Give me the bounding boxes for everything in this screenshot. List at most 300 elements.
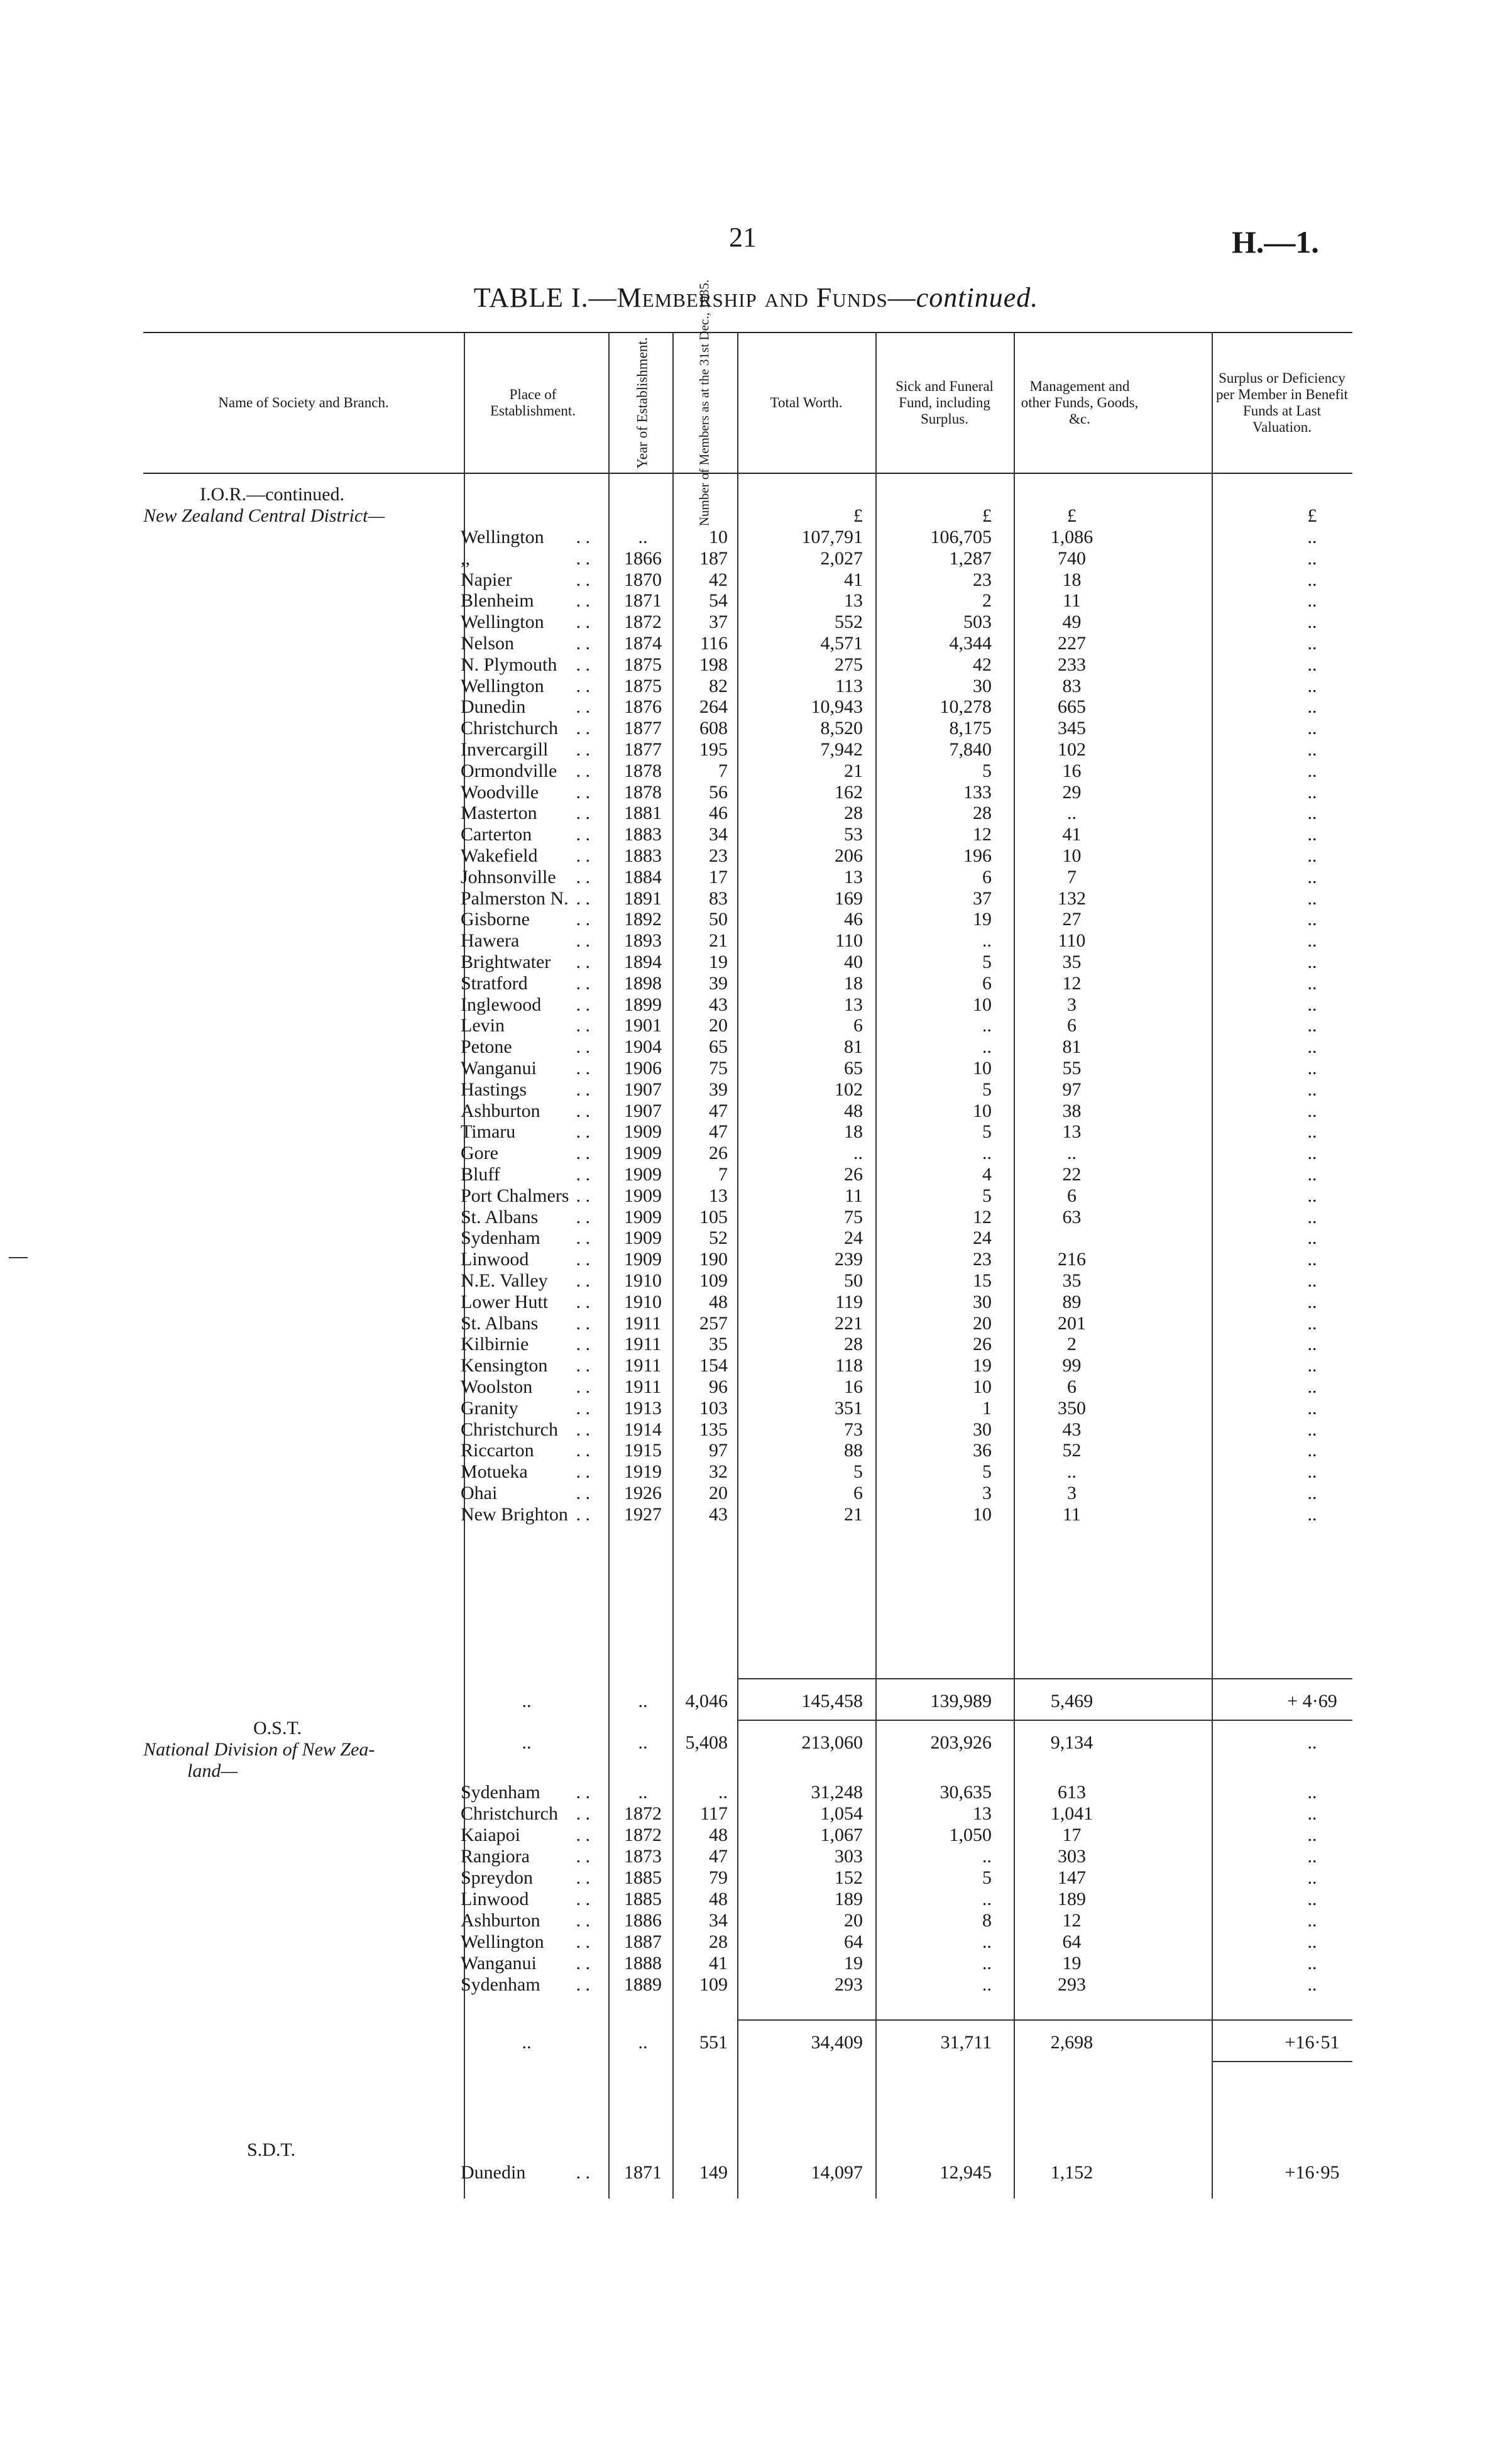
cell-place: Woodville <box>461 781 539 803</box>
cell-place: Port Chalmers <box>461 1185 569 1206</box>
cell-year: 1870 <box>624 569 662 590</box>
cell-place: Sydenham <box>461 1782 540 1803</box>
cell-total-worth: 18 <box>844 1121 863 1143</box>
cell-management: 613 <box>1058 1782 1086 1803</box>
cell-total-worth: 351 <box>835 1397 863 1419</box>
cell-surplus: .. <box>1307 1397 1317 1419</box>
table-row: Linwood . . 1885 48 189 .. 189 .. <box>143 1889 1352 1910</box>
cell-management: 99 <box>1062 1355 1082 1376</box>
cell-sick: 12,945 <box>940 2162 992 2183</box>
cell-year: 1883 <box>624 824 662 845</box>
cell-total-worth: 189 <box>835 1889 863 1909</box>
table-row: Invercargill . . 1877 195 7,942 7,840 102 .. <box>143 739 1352 761</box>
cell-members: 83 <box>709 887 728 909</box>
cell-sick: .. <box>982 930 992 952</box>
table-row: Kaiapoi . . 1872 48 1,067 1,050 17 .. <box>143 1825 1352 1846</box>
cell-year: 1878 <box>624 760 662 781</box>
cell-year: 1910 <box>624 1291 662 1312</box>
cell-members: 257 <box>699 1312 728 1334</box>
cell-place: Lower Hutt <box>461 1291 549 1312</box>
cell-sick: 30 <box>973 675 992 696</box>
cell-surplus: .. <box>1307 527 1317 547</box>
cell-management: 5,469 <box>1050 1691 1093 1711</box>
cell-year: 1904 <box>624 1036 662 1058</box>
cell-members: 7 <box>718 1164 728 1185</box>
cell-year: 1911 <box>624 1376 662 1397</box>
cell-total-worth: 31,248 <box>811 1782 863 1803</box>
cell-sick: 139,989 <box>930 1691 992 1711</box>
cell-sick: .. <box>982 1953 992 1974</box>
cell-total-worth: 26 <box>844 1164 863 1185</box>
cell-sick: 20 <box>973 1312 992 1334</box>
cell-surplus: .. <box>1307 866 1317 887</box>
cell-sick: 503 <box>963 612 992 633</box>
cell-sick: 5 <box>982 1867 992 1888</box>
cell-place: Woolston <box>461 1376 533 1397</box>
cell-surplus: .. <box>1307 1732 1317 1753</box>
cell-sick: 1 <box>982 1397 992 1419</box>
cell-surplus: .. <box>1307 739 1317 760</box>
cell-surplus: .. <box>1307 1889 1317 1909</box>
cell-total-worth: 48 <box>844 1100 863 1121</box>
table-row: N. Plymouth . . 1875 198 275 42 233 .. <box>143 654 1352 676</box>
cell-sick: 6 <box>982 866 992 887</box>
cell-members: 54 <box>709 590 728 612</box>
cell-place: Dunedin <box>461 696 526 718</box>
cell-sick: 5 <box>982 760 992 781</box>
cell-management: 19 <box>1062 1953 1082 1974</box>
cell-surplus: .. <box>1307 612 1317 633</box>
table-row: Masterton . . 1881 46 28 28 .. .. <box>143 803 1352 824</box>
cell-surplus: .. <box>1307 1953 1317 1974</box>
cell-sick: 6 <box>982 972 992 994</box>
table-row: Hawera . . 1893 21 110 .. 110 .. <box>143 930 1352 952</box>
cell-sick: 12 <box>973 1206 992 1227</box>
cell-total-worth: 162 <box>835 781 863 803</box>
cell-year: 1909 <box>624 1121 662 1143</box>
cell-management: 3 <box>1067 994 1076 1015</box>
cell-year: 1906 <box>624 1058 662 1079</box>
cell-surplus: .. <box>1307 1100 1317 1121</box>
cell-year: 1877 <box>624 739 662 760</box>
cell-surplus: .. <box>1307 1503 1317 1525</box>
cell-place: Hawera <box>461 930 520 952</box>
cell-place: Gisborne <box>461 909 530 930</box>
currency-total: £ <box>853 505 863 526</box>
table-row: Dunedin . . 1876 264 10,943 10,278 665 .. <box>143 696 1352 718</box>
cell-members: 198 <box>699 654 728 675</box>
cell-members: 39 <box>709 1079 728 1100</box>
cell-total-worth: 28 <box>844 1334 863 1355</box>
table-row: Kensington . . 1911 154 118 19 99 .. <box>143 1355 1352 1376</box>
cell-management: 35 <box>1062 952 1082 972</box>
cell-sick: 1,287 <box>949 547 992 569</box>
cell-members: 47 <box>709 1100 728 1121</box>
cell-surplus: .. <box>1307 696 1317 718</box>
cell-year: 1891 <box>624 887 662 909</box>
cell-members: 79 <box>709 1867 728 1888</box>
cell-members: 190 <box>699 1249 728 1270</box>
cell-management: 7 <box>1067 866 1076 887</box>
cell-surplus: .. <box>1307 590 1317 612</box>
cell-members: 109 <box>699 1974 728 1995</box>
cell-total-worth: 40 <box>844 952 863 972</box>
cell-management: 2 <box>1067 1334 1076 1355</box>
table-row: Christchurch . . 1877 608 8,520 8,175 345 .. <box>143 718 1352 739</box>
cell-surplus: .. <box>1307 1121 1317 1143</box>
cell-place: Ormondville <box>461 760 557 781</box>
cell-management: 665 <box>1058 696 1086 718</box>
cell-place: Kaiapoi <box>461 1825 520 1845</box>
cell-year: 1878 <box>624 781 662 803</box>
cell-sick: 24 <box>973 1227 992 1249</box>
cell-management: 227 <box>1058 633 1086 654</box>
cell-place: Dunedin <box>461 2162 526 2183</box>
cell-members: 20 <box>709 1015 728 1036</box>
cell-sick: 203,926 <box>930 1732 992 1753</box>
cell-place: Nelson <box>461 633 514 654</box>
cell-year: 1875 <box>624 675 662 696</box>
cell-surplus: .. <box>1307 1803 1317 1824</box>
cell-year: 1909 <box>624 1227 662 1249</box>
cell-members: 34 <box>709 824 728 845</box>
cell-surplus: .. <box>1307 1483 1317 1503</box>
table-row: Timaru . . 1909 47 18 5 13 .. <box>143 1121 1352 1143</box>
cell-year: 1871 <box>624 2162 662 2183</box>
cell-management: 43 <box>1062 1419 1082 1440</box>
cell-management: 18 <box>1062 569 1082 590</box>
cell-total-worth: .. <box>853 1143 863 1164</box>
page-reference: H.—1. <box>1232 224 1319 260</box>
cell-management: 49 <box>1062 612 1082 633</box>
table-row: Linwood . . 1909 190 239 23 216 .. <box>143 1249 1352 1270</box>
cell-year: 1911 <box>624 1355 662 1376</box>
cell-sick: 5 <box>982 1121 992 1143</box>
cell-management: 12 <box>1062 1910 1082 1931</box>
cell-total-worth: 21 <box>844 1503 863 1525</box>
cell-place: Ohai <box>461 1483 498 1503</box>
cell-members: 103 <box>699 1397 728 1419</box>
cell-year: 1886 <box>624 1910 662 1931</box>
cell-members: 42 <box>709 569 728 590</box>
cell-management: 350 <box>1058 1397 1086 1419</box>
page-number: 21 <box>729 222 757 253</box>
table-row: Ohai . . 1926 20 6 3 3 .. <box>143 1483 1352 1504</box>
cell-members: 48 <box>709 1291 728 1312</box>
cell-total-worth: 213,060 <box>801 1732 863 1753</box>
cell-total-worth: 8,520 <box>820 718 863 739</box>
cell-total-worth: 10,943 <box>811 696 863 718</box>
table-row: Wellington . . 1875 82 113 30 83 .. <box>143 676 1352 697</box>
cell-management: 3 <box>1067 1483 1076 1503</box>
table-row: Lower Hutt . . 1910 48 119 30 89 .. <box>143 1292 1352 1313</box>
cell-place: Bluff <box>461 1164 500 1185</box>
cell-management: 81 <box>1062 1036 1082 1058</box>
cell-management: 64 <box>1062 1931 1082 1952</box>
col-header-members-text: Number of Members as at the 31st Dec., 1935. <box>696 279 711 527</box>
table-row: Sydenham . . .. .. 31,248 30,635 613 .. <box>143 1782 1352 1803</box>
table-row: Wellington . . 1872 37 552 503 49 .. <box>143 612 1352 633</box>
cell-total-worth: 19 <box>844 1953 863 1974</box>
cell-place: Spreydon <box>461 1867 533 1888</box>
cell-members: 187 <box>699 547 728 569</box>
cell-year: 1889 <box>624 1974 662 1995</box>
cell-total-worth: 145,458 <box>801 1691 863 1711</box>
cell-sick: 12 <box>973 824 992 845</box>
cell-management: 1,086 <box>1050 527 1093 547</box>
cell-members: 5,408 <box>685 1732 728 1753</box>
cell-members: 39 <box>709 972 728 994</box>
cell-surplus: .. <box>1307 1143 1317 1164</box>
ost-heading: O.S.T. <box>253 1718 302 1738</box>
cell-members: 65 <box>709 1036 728 1058</box>
cell-management: .. <box>1067 1143 1076 1164</box>
cell-place: Johnsonville <box>461 866 556 887</box>
table-row: Sydenham . . 1889 109 293 .. 293 .. <box>143 1974 1352 1996</box>
cell-management: 189 <box>1058 1889 1086 1909</box>
title-prefix: TABLE I.— <box>473 282 617 313</box>
cell-sick: 1,050 <box>949 1825 992 1845</box>
table-row: Blenheim . . 1871 54 13 2 11 .. <box>143 590 1352 612</box>
cell-total-worth: 552 <box>835 612 863 633</box>
cell-year: 1907 <box>624 1100 662 1121</box>
cell-management: 6 <box>1067 1015 1076 1036</box>
cell-members: 47 <box>709 1121 728 1143</box>
cell-place: Wellington <box>461 527 544 547</box>
cell-place: Linwood <box>461 1249 529 1270</box>
cell-year: 1885 <box>624 1867 662 1888</box>
cell-members: 23 <box>709 845 728 866</box>
currency-management: £ <box>1067 505 1076 526</box>
cell-sick: 8 <box>982 1910 992 1931</box>
cell-place: Wanganui <box>461 1058 537 1079</box>
cell-total-worth: 110 <box>835 930 863 952</box>
cell-members: 149 <box>699 2162 728 2183</box>
cell-year: 1907 <box>624 1079 662 1100</box>
table-row: Woodville . . 1878 56 162 133 29 .. <box>143 782 1352 803</box>
cell-sick: 36 <box>973 1440 992 1461</box>
cell-surplus: .. <box>1307 1461 1317 1483</box>
cell-surplus: .. <box>1307 781 1317 803</box>
cell-surplus: .. <box>1307 1079 1317 1100</box>
cell-surplus: .. <box>1307 845 1317 866</box>
cell-place: Brightwater <box>461 952 551 972</box>
table-row: Port Chalmers . . 1909 13 11 5 6 .. <box>143 1185 1352 1207</box>
cell-total-worth: 18 <box>844 972 863 994</box>
cell-sick: 4,344 <box>949 633 992 654</box>
table-row: Spreydon . . 1885 79 152 5 147 .. <box>143 1867 1352 1889</box>
cell-management: 52 <box>1062 1440 1082 1461</box>
cell-sick: 8,175 <box>949 718 992 739</box>
cell-year: 1871 <box>624 590 662 612</box>
cell-place: Wanganui <box>461 1953 537 1974</box>
cell-year: .. <box>638 527 648 547</box>
cell-sick: 31,711 <box>940 2032 992 2053</box>
cell-management: 10 <box>1062 845 1082 866</box>
cell-year: 1911 <box>624 1334 662 1355</box>
cell-surplus: .. <box>1307 569 1317 590</box>
cell-members: 43 <box>709 1503 728 1525</box>
cell-sick: 23 <box>973 1249 992 1270</box>
cell-sick: 5 <box>982 952 992 972</box>
cell-members: 195 <box>699 739 728 760</box>
cell-management: 38 <box>1062 1100 1082 1121</box>
cell-surplus: .. <box>1307 1164 1317 1185</box>
rule <box>737 2019 1352 2021</box>
cell-surplus: .. <box>1307 930 1317 952</box>
cell-members: 608 <box>699 718 728 739</box>
cell-sick: 10 <box>973 1503 992 1525</box>
cell-members: 154 <box>699 1355 728 1376</box>
ior-heading-text: I.O.R.—continued. <box>200 484 344 505</box>
cell-place: Christchurch <box>461 718 558 739</box>
cell-total-worth: 13 <box>844 590 863 612</box>
cell-surplus: .. <box>1307 718 1317 739</box>
cell-year: 1874 <box>624 633 662 654</box>
cell-place: N.E. Valley <box>461 1270 548 1291</box>
cell-place: Linwood <box>461 1889 529 1909</box>
cell-management: 9,134 <box>1050 1732 1093 1753</box>
cell-year: 1894 <box>624 952 662 972</box>
cell-management: 293 <box>1058 1974 1086 1995</box>
cell-year: 1884 <box>624 866 662 887</box>
table-row: Ashburton . . 1907 47 48 10 38 .. <box>143 1101 1352 1122</box>
cell-place: Palmerston N. <box>461 887 569 909</box>
cell-management: 11 <box>1063 590 1081 612</box>
cell-place: ,, <box>461 547 470 569</box>
cell-year: 1892 <box>624 909 662 930</box>
cell-year: 1875 <box>624 654 662 675</box>
cell-sick: 5 <box>982 1079 992 1100</box>
table-row: Woolston . . 1911 96 16 10 6 .. <box>143 1376 1352 1398</box>
cell-sick: .. <box>982 1143 992 1164</box>
cell-surplus: .. <box>1307 909 1317 930</box>
cell-year: 1877 <box>624 718 662 739</box>
cell-sick: 42 <box>973 654 992 675</box>
ior-subheading: New Zealand Central District— <box>143 505 385 526</box>
cell-total-worth: 46 <box>844 909 863 930</box>
cell-year: 1919 <box>624 1461 662 1483</box>
cell-year: 1887 <box>624 1931 662 1952</box>
cell-place: New Brighton <box>461 1503 568 1525</box>
table-row: Wakefield . . 1883 23 206 196 10 .. <box>143 845 1352 867</box>
cell-total-worth: 113 <box>835 675 863 696</box>
cell-sick: .. <box>982 1015 992 1036</box>
cell-total-worth: 1,067 <box>820 1825 863 1845</box>
cell-year: 1885 <box>624 1889 662 1909</box>
cell-total-worth: 239 <box>835 1249 863 1270</box>
col-header-surplus: Surplus or Deficiency per Member in Benefit Funds at Last Valuation. <box>1215 370 1349 435</box>
cell-total-worth: 13 <box>844 994 863 1015</box>
cell-total-worth: 5 <box>853 1461 863 1483</box>
cell-members: 52 <box>709 1227 728 1249</box>
cell-surplus: .. <box>1307 994 1317 1015</box>
cell-place: St. Albans <box>461 1312 539 1334</box>
cell-members: .. <box>718 1782 728 1803</box>
cell-sick: 37 <box>973 887 992 909</box>
cell-year: 1911 <box>624 1312 662 1334</box>
cell-members: 19 <box>709 952 728 972</box>
ost-subheading-2: land— <box>187 1760 238 1781</box>
cell-management: 89 <box>1062 1291 1082 1312</box>
cell-year: 1915 <box>624 1440 662 1461</box>
cell-members: 48 <box>709 1889 728 1909</box>
table-row: Levin . . 1901 20 6 .. 6 .. <box>143 1015 1352 1036</box>
cell-management: 740 <box>1058 547 1086 569</box>
cell-management: 201 <box>1058 1312 1086 1334</box>
cell-management: .. <box>1067 803 1076 824</box>
cell-year: 1927 <box>624 1503 662 1525</box>
cell-sick: 19 <box>973 909 992 930</box>
table-row: Sydenham . . 1909 52 24 24 .. <box>143 1227 1352 1249</box>
cell-total-worth: 41 <box>844 569 863 590</box>
cell-surplus: .. <box>1307 1782 1317 1803</box>
col-header-management: Management and other Funds, Goods, &c. <box>1021 378 1139 427</box>
cell-surplus: .. <box>1307 1867 1317 1888</box>
cell-surplus: .. <box>1307 1974 1317 1995</box>
cell-members: 4,046 <box>685 1691 728 1711</box>
table-row: Ashburton . . 1886 34 20 8 12 .. <box>143 1910 1352 1931</box>
cell-total-worth: 28 <box>844 803 863 824</box>
sdt-heading: S.D.T. <box>247 2139 295 2160</box>
cell-total-worth: 11 <box>845 1185 863 1206</box>
rule <box>737 1678 1352 1679</box>
cell-management: 110 <box>1058 930 1086 952</box>
cell-total-worth: 102 <box>835 1079 863 1100</box>
cell-surplus: .. <box>1307 1931 1317 1952</box>
cell-total-worth: 4,571 <box>820 633 863 654</box>
cell-sick: .. <box>982 1846 992 1867</box>
col-header-year-text: Year of Establishment. <box>635 337 650 469</box>
cell-management: 6 <box>1067 1185 1076 1206</box>
cell-year: .. <box>638 1782 648 1803</box>
cell-surplus: .. <box>1307 803 1317 824</box>
table-row: Johnsonville . . 1884 17 13 6 7 .. <box>143 867 1352 888</box>
cell-place: Stratford <box>461 972 528 994</box>
cell-place: Wellington <box>461 675 544 696</box>
cell-place: Levin <box>461 1015 505 1036</box>
table-row: Granity . . 1913 103 351 1 350 .. <box>143 1398 1352 1419</box>
cell-surplus: .. <box>1307 654 1317 675</box>
cell-total-worth: 6 <box>853 1015 863 1036</box>
cell-sick: 30 <box>973 1419 992 1440</box>
cell-place: Wakefield <box>461 845 538 866</box>
cell-place: Hastings <box>461 1079 527 1100</box>
cell-total-worth: 53 <box>844 824 863 845</box>
cell-surplus: .. <box>1307 972 1317 994</box>
cell-members: 75 <box>709 1058 728 1079</box>
cell-year: 1926 <box>624 1483 662 1503</box>
cell-surplus: .. <box>1307 1334 1317 1355</box>
cell-year: 1872 <box>624 1803 662 1824</box>
cell-surplus: .. <box>1307 1185 1317 1206</box>
cell-sick: 5 <box>982 1185 992 1206</box>
cell-members: 105 <box>699 1206 728 1227</box>
cell-management: 83 <box>1062 675 1082 696</box>
cell-members: 97 <box>709 1440 728 1461</box>
cell-total-worth: 34,409 <box>811 2032 863 2053</box>
cell-management: 147 <box>1058 1867 1086 1888</box>
cell-total-worth: 152 <box>835 1867 863 1888</box>
cell-year: 1909 <box>624 1206 662 1227</box>
cell-members: 50 <box>709 909 728 930</box>
cell-members: 34 <box>709 1910 728 1931</box>
cell-total-worth: 64 <box>844 1931 863 1952</box>
cell-management: 1,041 <box>1050 1803 1093 1824</box>
cell-total-worth: 88 <box>844 1440 863 1461</box>
cell-members: 32 <box>709 1461 728 1483</box>
cell-members: 48 <box>709 1825 728 1845</box>
